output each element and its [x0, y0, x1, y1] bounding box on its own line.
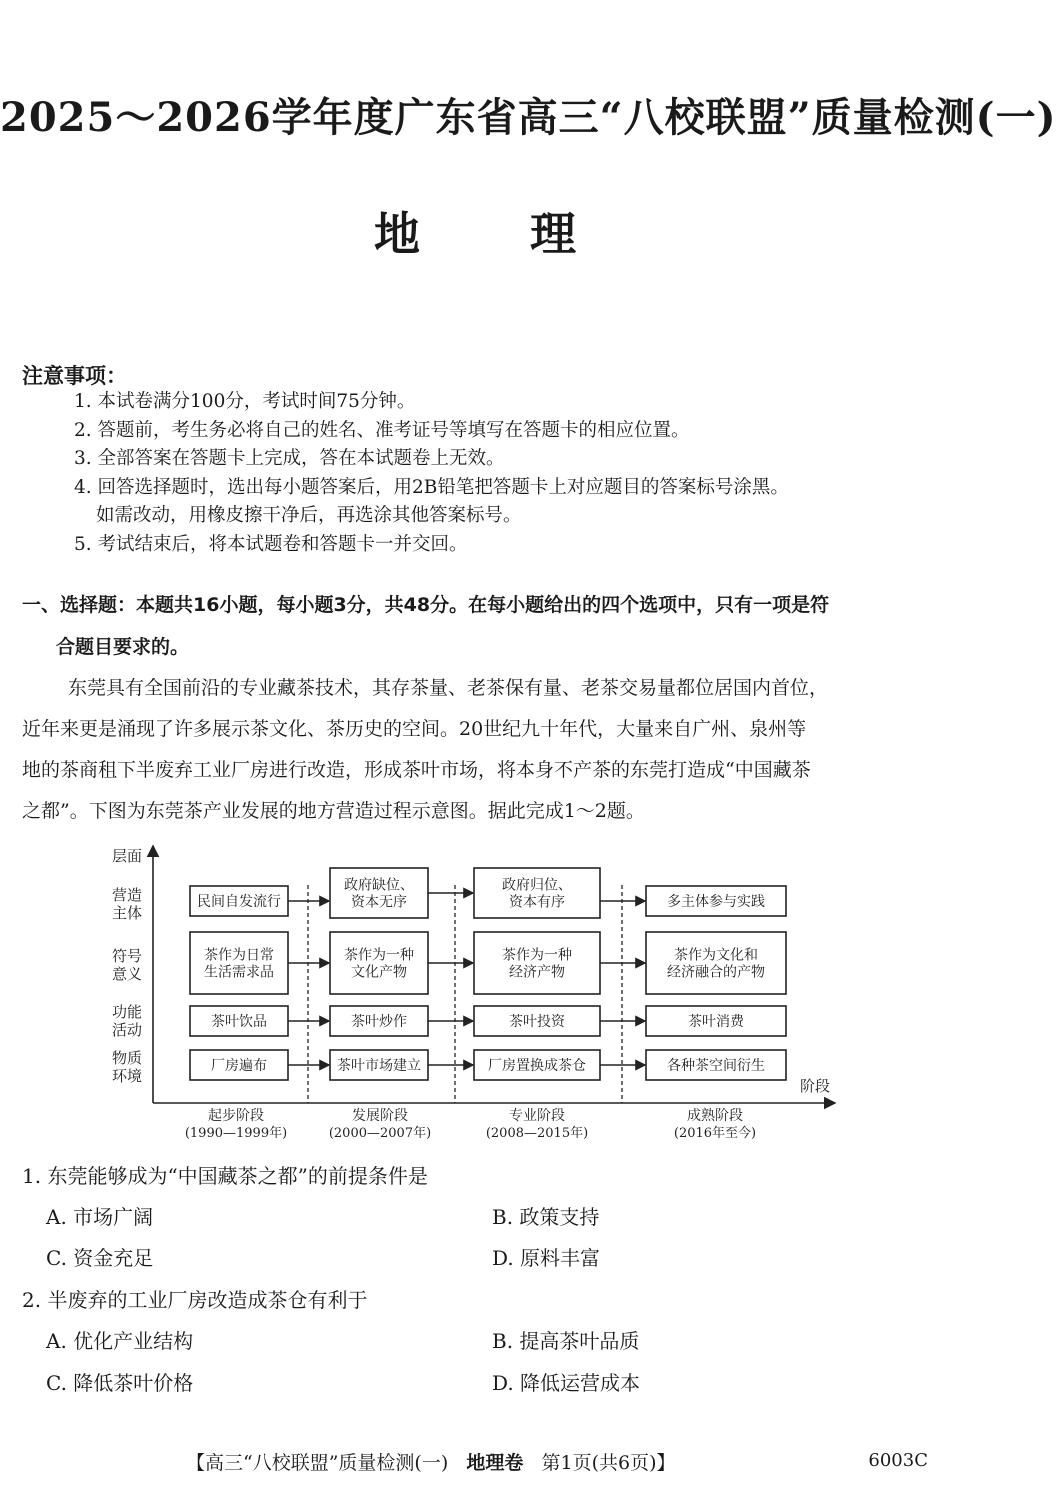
diagram-box-label: 政府缺位、 — [344, 877, 414, 894]
row-label: 营造 — [112, 886, 143, 904]
subject-title: 地理 — [374, 207, 686, 261]
diagram-box-label: 生活需求品 — [204, 964, 274, 981]
diagram-box-label: 多主体参与实践 — [667, 894, 765, 910]
row-label: 主体 — [112, 904, 143, 922]
stage-period: (2000—2007年) — [328, 1126, 432, 1141]
diagram-box-label: 茶作为日常 — [204, 947, 274, 964]
diagram-box-label: 政府归位、 — [502, 877, 572, 894]
notice-item: 4. 回答选择题时，选出每小题答案后，用2B铅笔把答题卡上对应题目的答案标号涂黑。 — [74, 476, 789, 498]
row-label: 意义 — [112, 965, 143, 983]
option-d: D. 原料丰富 — [492, 1246, 601, 1270]
notice-item: 2. 答题前，考生务必将自己的姓名、准考证号等填写在答题卡的相应位置。 — [74, 419, 690, 441]
stage-period: (2016年至今) — [673, 1126, 757, 1141]
diagram-box-label: 茶作为一种 — [502, 947, 572, 964]
row-label: 物质 — [112, 1049, 143, 1067]
diagram-box-label: 厂房遍布 — [211, 1058, 267, 1074]
stage-name: 起步阶段 — [208, 1108, 264, 1124]
stage-period: (1990—1999年) — [184, 1126, 288, 1141]
passage — [22, 668, 932, 832]
diagram-box-label: 茶叶饮品 — [211, 1014, 267, 1030]
footer-exam-name: 【高三“八校联盟”质量检测(一) — [186, 1452, 449, 1474]
section-heading-line: 合题目要求的。 — [56, 636, 190, 658]
row-label: 符号 — [112, 947, 143, 965]
passage-line: 之都”。下图为东莞茶产业发展的地方营造过程示意图。据此完成1～2题。 — [22, 800, 645, 822]
section-heading — [22, 584, 934, 668]
notice-item: 1. 本试卷满分100分，考试时间75分钟。 — [74, 391, 416, 412]
place-making-diagram — [100, 840, 860, 1150]
diagram-box-label: 茶叶市场建立 — [337, 1058, 421, 1074]
option-d: D. 降低运营成本 — [492, 1371, 641, 1395]
diagram-box-label: 茶作为一种 — [344, 947, 414, 964]
section-heading-line: 一、选择题：本题共16小题，每小题3分，共48分。在每小题给出的四个选项中，只有一项是符 — [22, 594, 830, 616]
diagram-box-label: 资本无序 — [351, 894, 407, 911]
diagram-box-label: 经济产物 — [509, 964, 565, 981]
diagram-box-label: 各种茶空间衍生 — [667, 1058, 765, 1074]
diagram-box-label: 厂房置换成茶仓 — [488, 1058, 586, 1074]
notice-list — [74, 388, 934, 559]
stage-name: 成熟阶段 — [687, 1108, 743, 1124]
option-c: C. 降低茶叶价格 — [46, 1371, 194, 1395]
option-b: B. 政策支持 — [492, 1205, 600, 1229]
diagram-box-label: 茶叶炒作 — [351, 1014, 407, 1030]
row-label: 环境 — [112, 1067, 143, 1085]
stage-name: 发展阶段 — [352, 1108, 408, 1124]
page-footer — [186, 1448, 676, 1475]
diagram-box-label: 文化产物 — [351, 964, 407, 981]
stage-name: 专业阶段 — [509, 1108, 565, 1124]
y-axis-label: 层面 — [112, 847, 143, 865]
passage-line: 东莞具有全国前沿的专业藏茶技术，其存茶量、老茶保有量、老茶交易量都位居国内首位， — [68, 677, 829, 699]
question-stem: 1. 东莞能够成为“中国藏茶之都”的前提条件是 — [22, 1164, 428, 1188]
footer-page-number: 第1页(共6页)】 — [541, 1452, 676, 1474]
diagram-box-label: 茶作为文化和 — [674, 947, 758, 964]
row-label: 活动 — [112, 1021, 143, 1039]
paper-code: 6003C — [868, 1450, 928, 1471]
option-c: C. 资金充足 — [46, 1246, 154, 1270]
exam-title: 2025～2026学年度广东省高三“八校联盟”质量检测(一) — [0, 94, 1057, 141]
row-label: 功能 — [112, 1003, 143, 1021]
passage-line: 近年来更是涌现了许多展示茶文化、茶历史的空间。20世纪九十年代，大量来自广州、泉州等 — [22, 718, 807, 740]
diagram-box-label: 资本有序 — [509, 894, 565, 911]
x-axis-label: 阶段 — [800, 1077, 831, 1095]
option-b: B. 提高茶叶品质 — [492, 1329, 640, 1353]
notice-item: 3. 全部答案在答题卡上完成，答在本试题卷上无效。 — [74, 448, 505, 469]
notice-item: 5. 考试结束后，将本试题卷和答题卡一并交回。 — [74, 533, 468, 555]
diagram-box-label: 茶叶消费 — [688, 1014, 744, 1030]
option-a: A. 优化产业结构 — [46, 1329, 194, 1353]
footer-subject: 地理卷 — [466, 1452, 524, 1474]
notice-heading: 注意事项： — [22, 364, 127, 388]
diagram-box-label: 茶叶投资 — [509, 1014, 565, 1030]
option-a: A. 市场广阔 — [46, 1205, 154, 1229]
question-stem: 2. 半废弃的工业厂房改造成茶仓有利于 — [22, 1288, 368, 1312]
diagram-box-label: 民间自发流行 — [197, 894, 281, 910]
stage-period: (2008—2015年) — [485, 1126, 589, 1141]
diagram-box-label: 经济融合的产物 — [667, 964, 765, 981]
notice-item-continued: 如需改动，用橡皮擦干净后，再选涂其他答案标号。 — [96, 505, 522, 526]
passage-line: 地的茶商租下半废弃工业厂房进行改造，形成茶叶市场，将本身不产茶的东莞打造成“中国藏茶 — [22, 759, 811, 781]
